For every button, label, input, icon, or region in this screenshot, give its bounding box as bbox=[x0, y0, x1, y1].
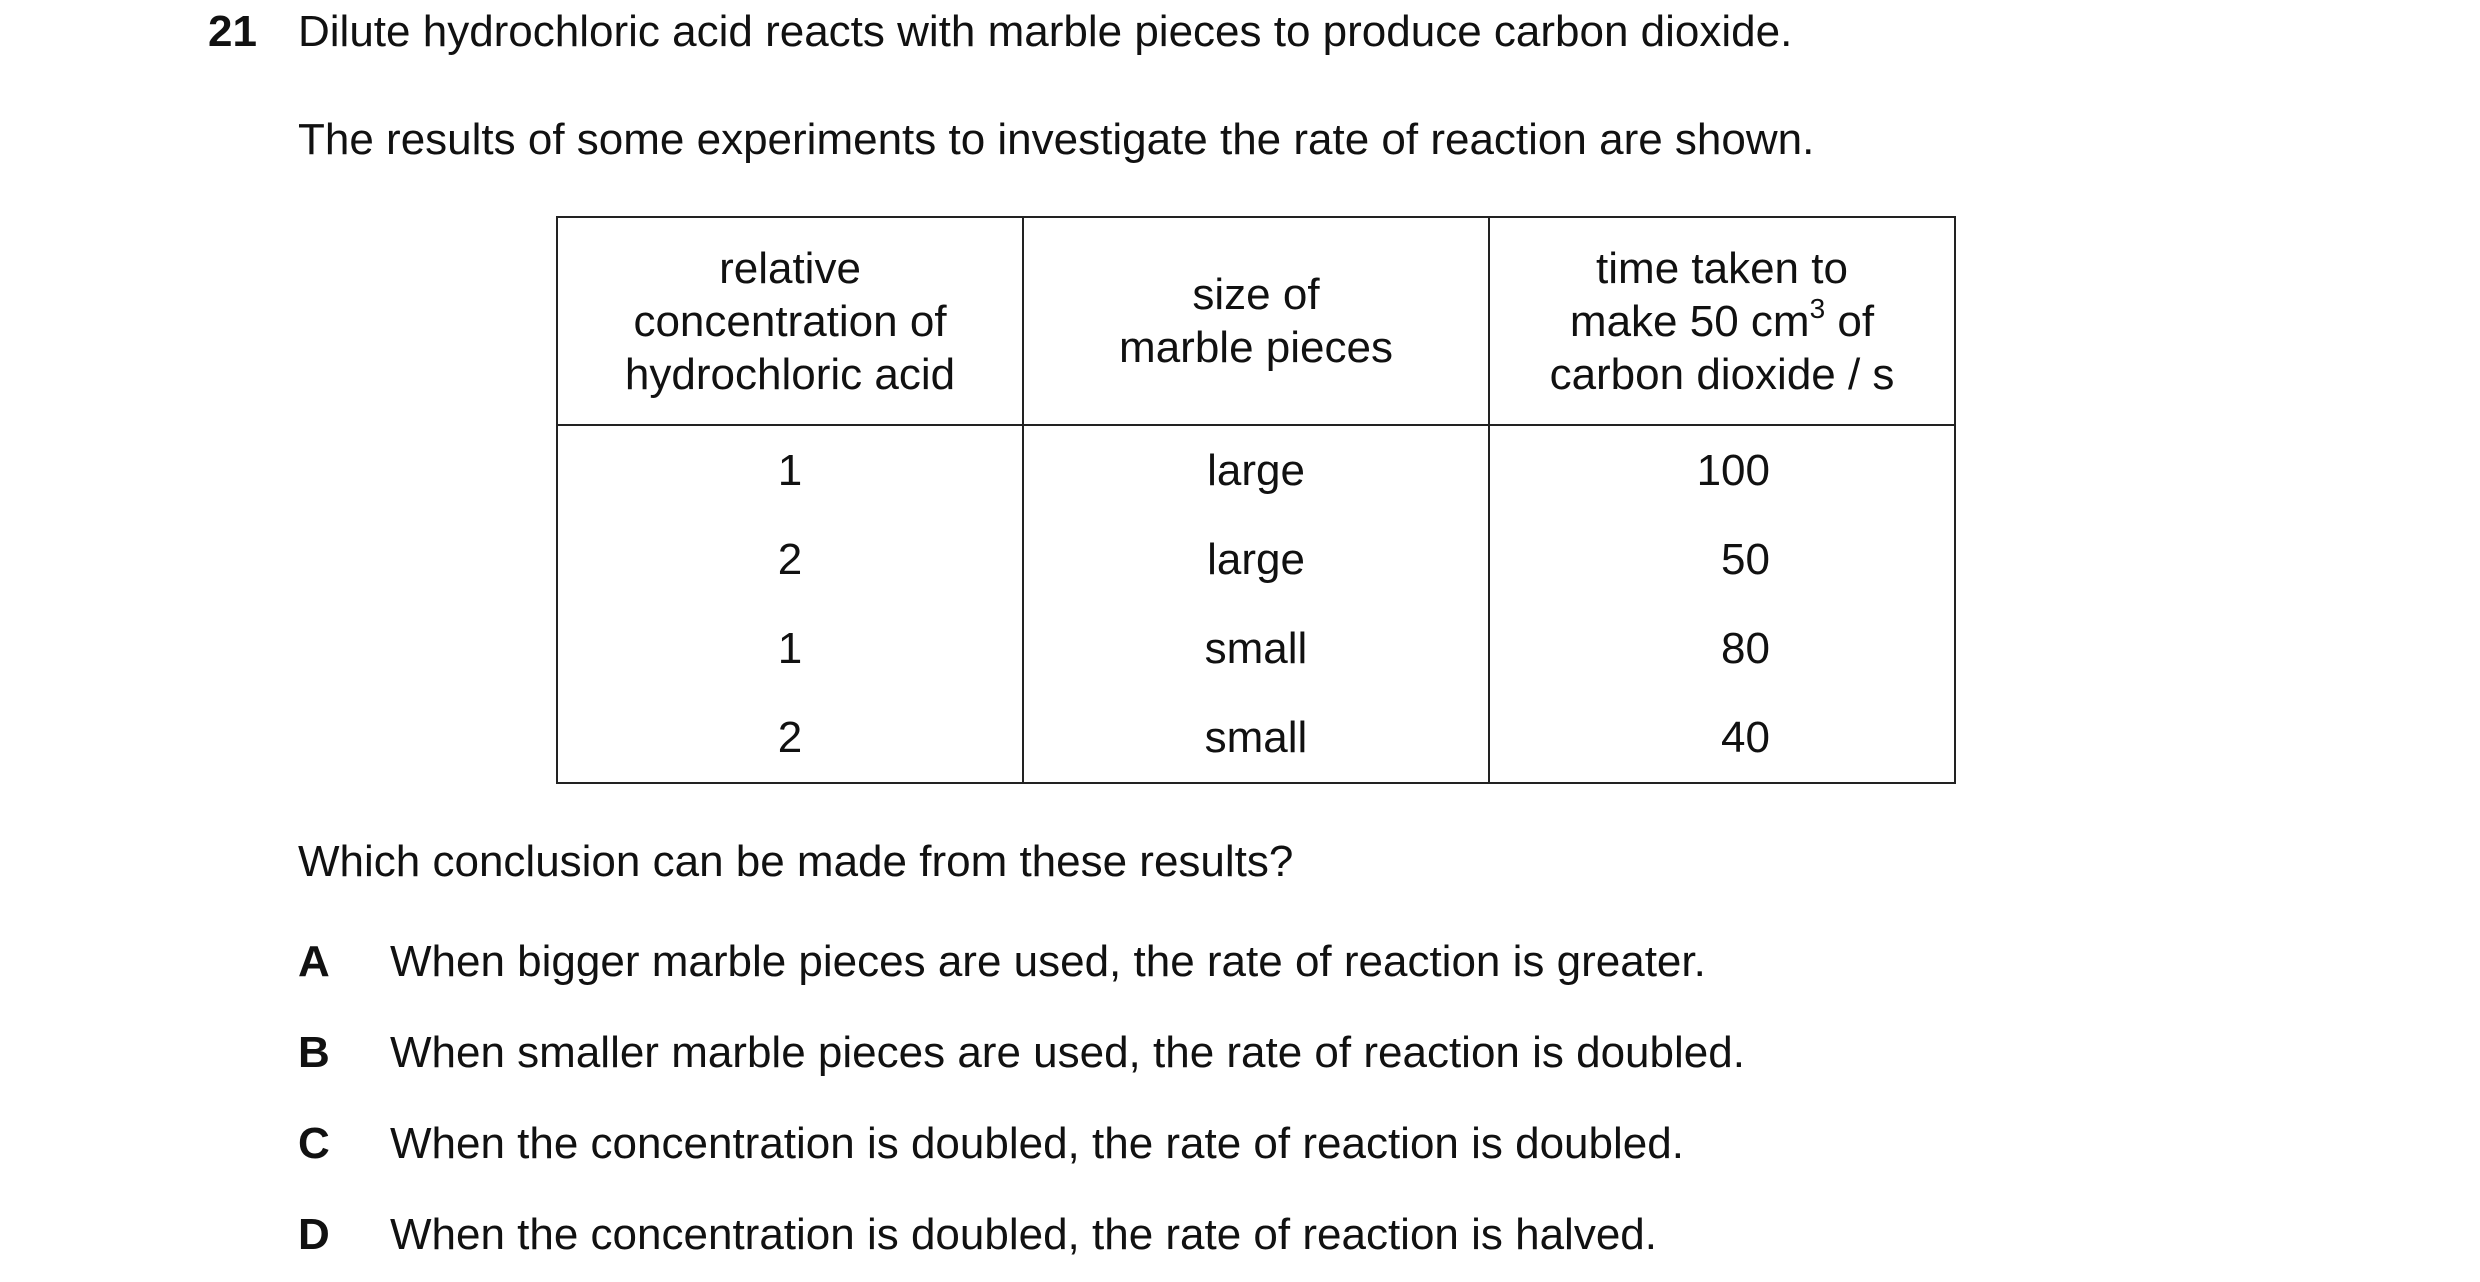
header-time bbox=[1489, 217, 1955, 425]
header-concentration-line: concentration of bbox=[633, 296, 947, 346]
question-prompt: Which conclusion can be made from these results? bbox=[298, 837, 1294, 886]
header-concentration-line: hydrochloric acid bbox=[624, 349, 956, 399]
cell-time bbox=[1489, 604, 1955, 693]
option-letter: B bbox=[298, 1028, 330, 1077]
header-time-line bbox=[1510, 292, 1934, 348]
table-row bbox=[557, 515, 1955, 604]
cell-concentration: 2 bbox=[557, 693, 1023, 783]
header-size-line: marble pieces bbox=[1119, 323, 1393, 372]
question-number: 21 bbox=[208, 7, 257, 56]
header-time-superscript: 3 bbox=[1809, 292, 1826, 324]
cell-time bbox=[1489, 515, 1955, 604]
cell-time-value: 40 bbox=[1721, 713, 1770, 762]
cell-time bbox=[1489, 693, 1955, 783]
cell-time-value: 50 bbox=[1721, 535, 1770, 584]
option-text: When the concentration is doubled, the rate of reaction is doubled. bbox=[390, 1119, 1684, 1168]
header-concentration-line: relative bbox=[719, 243, 861, 293]
cell-time bbox=[1489, 425, 1955, 515]
question-stem-line-2: The results of some experiments to investigate the rate of reaction are shown. bbox=[298, 115, 1815, 164]
cell-size: small bbox=[1023, 604, 1489, 693]
table-row bbox=[557, 425, 1955, 515]
option-letter: D bbox=[298, 1210, 330, 1259]
header-concentration bbox=[557, 217, 1023, 425]
cell-time-value: 80 bbox=[1721, 624, 1770, 673]
option-letter: A bbox=[298, 937, 330, 986]
header-time-unit: make 50 cm bbox=[1569, 296, 1810, 346]
cell-concentration: 1 bbox=[557, 604, 1023, 693]
option-text: When smaller marble pieces are used, the rate of reaction is doubled. bbox=[390, 1028, 1745, 1077]
cell-size: large bbox=[1023, 515, 1489, 604]
cell-size: large bbox=[1023, 425, 1489, 515]
table-header-row bbox=[557, 217, 1955, 425]
cell-concentration: 2 bbox=[557, 515, 1023, 604]
question-stem-line-1: Dilute hydrochloric acid reacts with marble pieces to produce carbon dioxide. bbox=[298, 7, 1793, 56]
table-row bbox=[557, 693, 1955, 783]
header-size-line: size of bbox=[1192, 270, 1320, 319]
cell-time-value: 100 bbox=[1696, 446, 1770, 495]
table-row bbox=[557, 604, 1955, 693]
header-time-line: carbon dioxide / s bbox=[1549, 349, 1895, 399]
option-letter: C bbox=[298, 1119, 330, 1168]
option-text: When the concentration is doubled, the rate of reaction is halved. bbox=[390, 1210, 1657, 1259]
header-time-line: time taken to bbox=[1596, 243, 1848, 293]
header-size bbox=[1023, 217, 1489, 425]
results-table bbox=[556, 216, 1956, 784]
cell-concentration: 1 bbox=[557, 425, 1023, 515]
option-text: When bigger marble pieces are used, the rate of reaction is greater. bbox=[390, 937, 1706, 986]
cell-size: small bbox=[1023, 693, 1489, 783]
header-time-of: of bbox=[1825, 296, 1875, 346]
